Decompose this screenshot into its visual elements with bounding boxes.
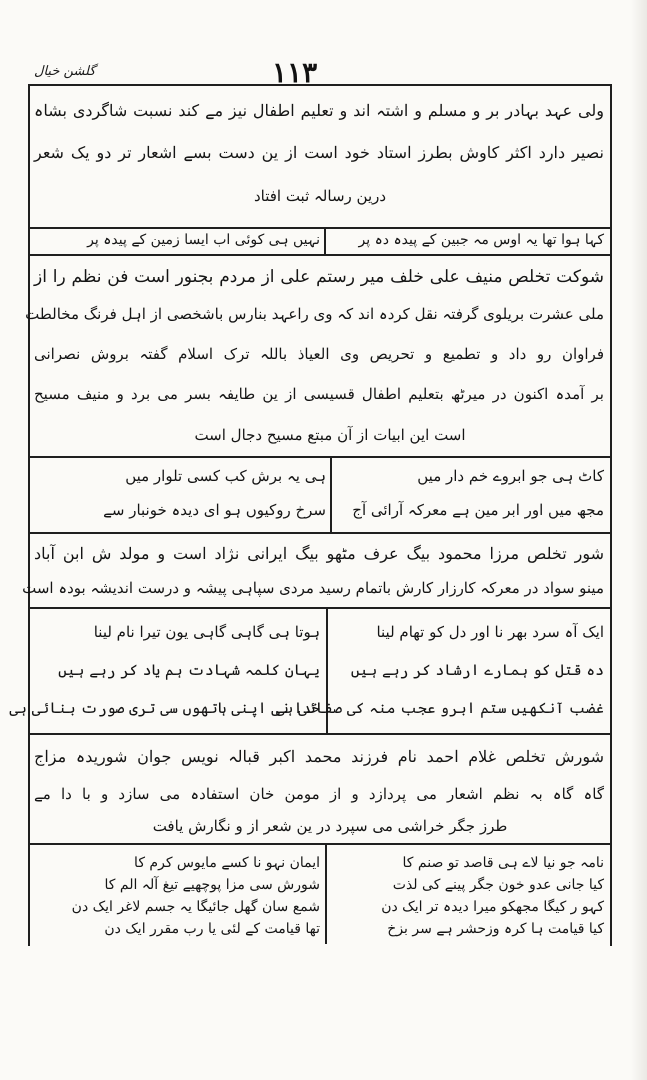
section3-line-2: مینو سواد در معرکہ کارزار کارش باتمام رسید مردی سپاہی پیشہ و درست اندیشہ بودہ است (22, 579, 604, 597)
couplet3-left-3: خدا نی اپنی ہاتھوں سی تری صورت بنائی ہی (9, 699, 320, 717)
couplet2-right-1: کاٹ ہی جو ابروے خم دار میں (417, 467, 604, 485)
rule-after-section1 (28, 227, 612, 229)
couplet2-left-2: سرخ روکیوں ہو ای دیدہ خونبار سے (103, 501, 326, 519)
section2-line-4: بر آمدہ اکنون در میرٹھ بتعلیم اطفال قسیسی از ین طایفہ بسر می برد و منیف مسیح (34, 385, 604, 403)
section2-line-2: ملی عشرت بریلوی گرفتہ نقل کردہ اند کہ وی راعہد بنارس باشخصی از اہل فرنگ مخالطت (25, 305, 604, 323)
rule-after-section4 (28, 843, 612, 845)
section2-line-5: است این ابیات از آن مبتع مسیح دجال است (194, 426, 466, 444)
section2-line-1: شوکت تخلص منیف علی خلف میر رستم علی از مردم بجنور است فن نظم را از (34, 267, 604, 287)
couplet4-right-3: کہو ر کیگا مجھکو میرا دیدہ تر ایک دن (381, 899, 604, 915)
rule-after-couplet1 (28, 254, 612, 256)
couplet3-right-1: ایک آہ سرد بھر نا اور دل کو تھام لینا (376, 623, 604, 641)
couplet4-left-3: شمع سان گھل جائیگا یہ جسم لاغر ایک دن (71, 899, 320, 915)
couplet3-right-2: دہ قتل کو ہمارے ارشاد کر رہے ہیں (350, 661, 604, 679)
couplet4-right-1: نامہ جو نیا لاے ہی قاصد تو صنم کا (402, 855, 604, 871)
page-number: ۱۱۳ (272, 56, 318, 89)
couplet3-left-2: یہان کلمہ شہادت ہم یاد کر رہے ہیں (58, 661, 320, 679)
couplet3-left-1: ہوتا ہی گاہی گاہی یون تیرا نام لینا (93, 623, 320, 641)
rule-after-couplet3 (28, 733, 612, 735)
section1-line-3: درین رسالہ ثبت افتاد (253, 187, 387, 205)
rule-after-couplet2 (28, 532, 612, 534)
page-edge-shadow (631, 0, 647, 1080)
section3-line-1: شور تخلص مرزا محمود بیگ عرف مٹھو بیگ ایرانی نژاد است و مولد ش ابن آباد (34, 544, 604, 563)
couplet4-right-2: کیا جانی عدو خون جگر پینے کی لذت (392, 877, 604, 893)
section4-line-1: شورش تخلص غلام احمد نام فرزند محمد اکبر قبالہ نویس جوان شوریدہ مزاج (34, 747, 604, 766)
couplet1-right: کہا ہوا تھا یہ اوس مہ جبین کے پیدہ دہ پر (358, 232, 604, 248)
couplet4-divider (325, 843, 327, 944)
section4-line-2: گاہ گاہ بہ نظم اشعار می پردازد و از مومن خان استفادہ می سازد و با دا مے (34, 785, 604, 803)
section1-line-2: نصیر دارد اکثر کاوش بطرز استاد خود است از ین دست بسے اشعار تر دو یک شعر (34, 143, 604, 162)
section1-line-1: ولی عہد بہادر بر و مسلم و اشتہ اند و تعلیم اطفال نیز مے کند نسبت شاگردی بشاہ (34, 101, 604, 120)
couplet1-divider (324, 227, 326, 254)
couplet3-right-3: غضب آنکھیں ستم ابرو عجب منہ کی صفائی ہی (275, 699, 604, 717)
rule-after-section3 (28, 607, 612, 609)
couplet2-right-2: مجھ میں اور ابر مین ہے معرکہ آرائی آج (352, 501, 604, 519)
section2-line-3: فراوان رو داد و تطمیع و تحریص وی العیاذ باللہ ترک اسلام گفتہ بروش نصرانی (34, 345, 604, 363)
rule-after-section2 (28, 456, 612, 458)
running-header-title: گلشن خیال (34, 64, 96, 79)
couplet4-left-2: شورش سی مزا پوچھیے تیغ آلہ الم کا (104, 877, 320, 893)
couplet4-right-4: کیا قیامت ہا کرہ وزحشر ہے سر بزخ (387, 921, 604, 937)
couplet4-left-4: تھا قیامت کے لئی یا رب مقرر ایک دن (104, 921, 320, 937)
section4-line-3: طرز جگر خراشی می سپرد در ین شعر از و نگارش یافت (152, 817, 508, 835)
couplet1-left: نہیں ہی کوئی اب ایسا زمین کے پیدہ پر (87, 232, 320, 248)
couplet2-left-1: ہی یہ برش کب کسی تلوار میں (125, 467, 326, 485)
couplet2-divider (330, 456, 332, 532)
couplet4-left-1: ایمان نہو نا کسے مایوس کرم کا (134, 855, 320, 871)
